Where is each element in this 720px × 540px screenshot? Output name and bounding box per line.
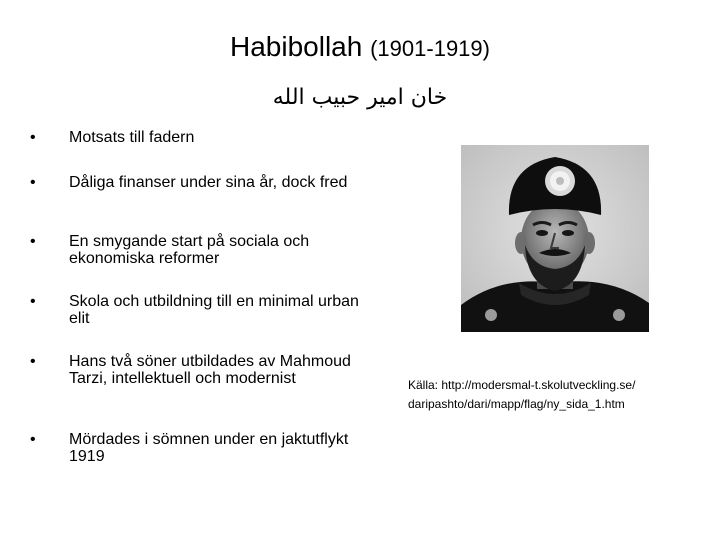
bullet-text: Dåliga finanser under sina år, dock fred (69, 174, 348, 191)
bullet-dot: • (30, 233, 36, 250)
bullet-item (30, 293, 360, 327)
bullet-text: En smygande start på sociala och ekonomiska reformer (69, 233, 310, 267)
source-line-2: daripashto/dari/mapp/flag/ny_sida_1.htm (408, 397, 625, 411)
bullet-dot: • (30, 353, 36, 370)
slide-subtitle-persian: خان امیر حبیب الله (272, 85, 448, 110)
title-name: Habibollah (230, 31, 363, 62)
bullet-text: Hans två söner utbildades av Mahmoud Tarzi, intellektuell och modernist (69, 353, 351, 387)
title-years: (1901-1919) (370, 36, 490, 61)
bullet-dot: • (30, 174, 36, 191)
bullet-item (30, 431, 360, 465)
source-line-1: Källa: http://modersmal-t.skolutveckling.se/ (408, 378, 636, 392)
bullet-text: Motsats till fadern (69, 129, 195, 146)
slide-title (0, 30, 720, 66)
portrait-photo (461, 145, 649, 332)
bullet-item (30, 174, 360, 191)
bullet-text: Mördades i sömnen under en jaktutflykt 1919 (69, 431, 349, 465)
bullet-item (30, 129, 360, 146)
bullet-dot: • (30, 293, 36, 310)
portrait-illustration (461, 145, 649, 332)
bullet-item (30, 353, 360, 387)
bullet-text: Skola och utbildning till en minimal urban elit (69, 293, 359, 327)
bullet-dot: • (30, 431, 36, 448)
bullet-dot: • (30, 129, 36, 146)
image-source-caption (408, 376, 708, 414)
bullet-item (30, 233, 360, 267)
